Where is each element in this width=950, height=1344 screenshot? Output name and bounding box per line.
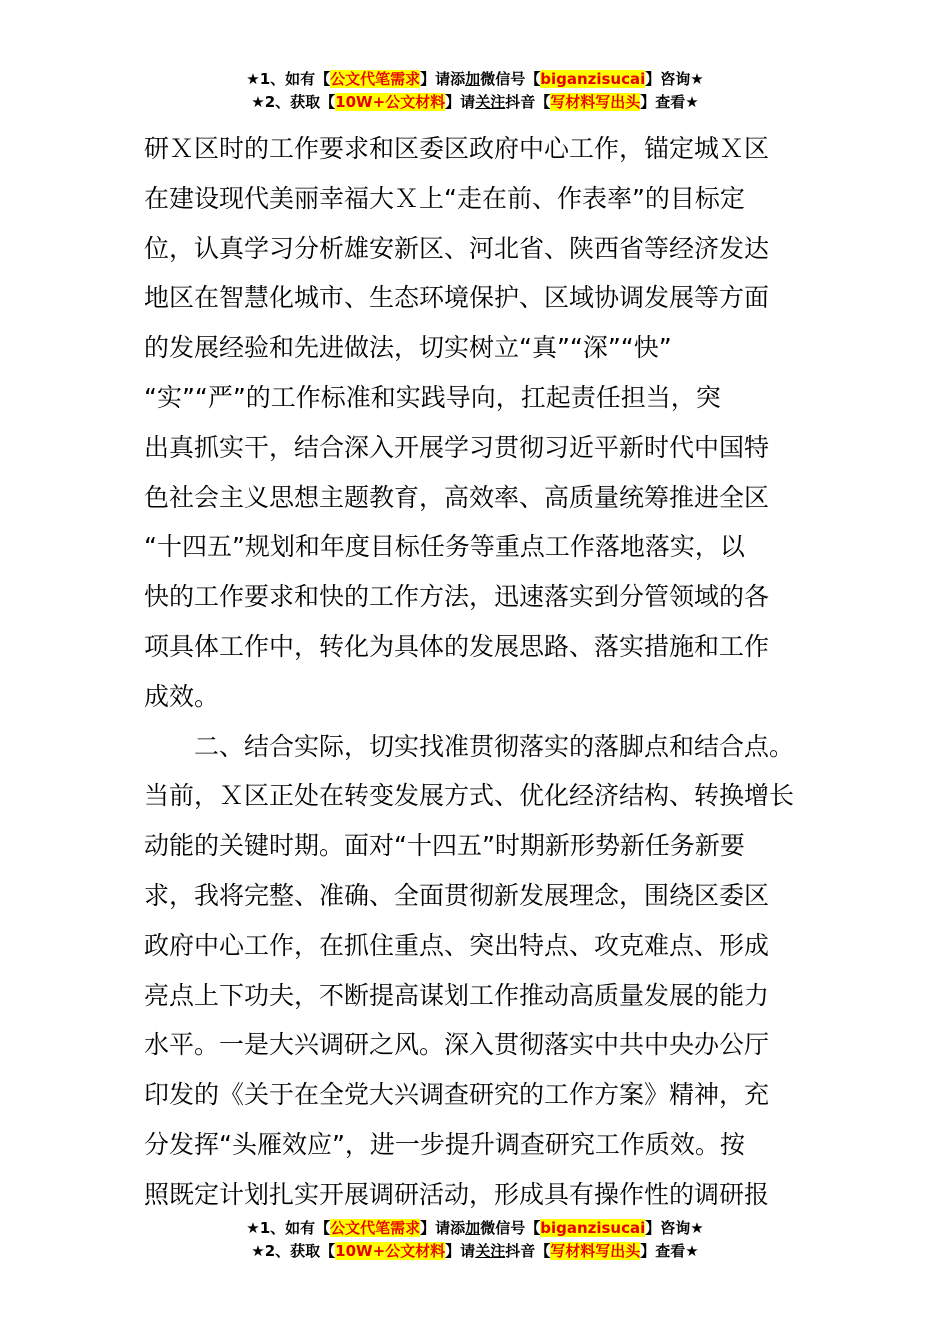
banner-text: 1、如有【 (259, 1219, 331, 1237)
section-heading: 二、结合实际，切实找准贯彻落实的落脚点和结合点。 (194, 731, 795, 761)
banner-line-2 (0, 1240, 950, 1263)
body-line: 快的工作要求和快的工作方法，迅速落实到分管领域的各 (144, 582, 770, 612)
banner-highlight: 10W+公文材料 (335, 93, 446, 111)
banner-text: 微信号【 (480, 1219, 541, 1237)
body-line: 项具体工作中，转化为具体的发展思路、落实措施和工作 (144, 631, 770, 661)
star-icon: ★ (251, 93, 265, 111)
banner-text: 1、如有【 (259, 70, 331, 88)
banner-underlined: 加 (465, 1219, 481, 1237)
body-line: 印发的《关于在全党大兴调查研究的工作方案》精神，充 (144, 1080, 770, 1110)
banner-line-1 (0, 1217, 950, 1240)
body-line: 研Ｘ区时的工作要求和区委区政府中心工作，锚定城Ｘ区 (144, 134, 770, 163)
banner-text: 】请添 (420, 1219, 466, 1237)
banner-text: 】咨询 (645, 1219, 691, 1237)
body-line: 分发挥“头雁效应”，进一步提升调查研究工作质效。按 (144, 1129, 745, 1159)
banner-highlight: 公文代笔需求 (330, 70, 421, 88)
banner-text: 抖音【 (505, 93, 551, 111)
header-banner (0, 68, 950, 114)
body-line: 在建设现代美丽幸福大Ｘ上“走在前、作表率”的目标定 (144, 183, 745, 213)
banner-underlined: 加 (465, 70, 481, 88)
star-icon: ★ (246, 1219, 260, 1237)
body-line: 当前，Ｘ区正处在转变发展方式、优化经济结构、转换增长 (144, 781, 795, 811)
banner-text: 】查看 (640, 93, 686, 111)
document-body (144, 124, 808, 1220)
body-line: “实”“严”的工作标准和实践导向，扛起责任担当，突 (144, 382, 721, 412)
banner-text: 】请 (445, 1242, 476, 1260)
body-line: 政府中心工作，在抓住重点、突出特点、攻克难点、形成 (144, 930, 770, 960)
banner-highlight: biganzisucai (540, 70, 646, 88)
banner-highlight: 公文代笔需求 (330, 1219, 421, 1237)
banner-line-2 (0, 91, 950, 114)
banner-text: 微信号【 (480, 70, 541, 88)
body-line: 照既定计划扎实开展调研活动，形成具有操作性的调研报 (144, 1179, 770, 1209)
banner-highlight: 10W+公文材料 (335, 1242, 446, 1260)
banner-underlined: 关注 (475, 1242, 506, 1260)
star-icon: ★ (685, 1242, 699, 1260)
banner-text: 】查看 (640, 1242, 686, 1260)
banner-text: 】咨询 (645, 70, 691, 88)
body-line: 亮点上下功夫，不断提高谋划工作推动高质量发展的能力 (144, 980, 770, 1010)
banner-text: 】请 (445, 93, 476, 111)
banner-text: 2、获取【 (264, 1242, 336, 1260)
banner-highlight: 写材料写出头 (550, 93, 641, 111)
star-icon: ★ (685, 93, 699, 111)
banner-highlight: 写材料写出头 (550, 1242, 641, 1260)
body-line: 的发展经验和先进做法，切实树立“真”“深”“快” (144, 333, 672, 363)
star-icon: ★ (246, 70, 260, 88)
body-line: 地区在智慧化城市、生态环境保护、区域协调发展等方面 (144, 283, 770, 313)
banner-underlined: 关注 (475, 93, 506, 111)
banner-highlight: biganzisucai (540, 1219, 646, 1237)
body-line: 动能的关键时期。面对“十四五”时期新形势新任务新要 (144, 831, 745, 861)
banner-text: 】请添 (420, 70, 466, 88)
body-line: 水平。一是大兴调研之风。深入贯彻落实中共中央办公厅 (144, 1030, 770, 1060)
body-line: “十四五”规划和年度目标任务等重点工作落地落实，以 (144, 532, 745, 562)
footer-banner (0, 1217, 950, 1263)
star-icon: ★ (690, 1219, 704, 1237)
banner-line-1 (0, 68, 950, 91)
body-line: 位，认真学习分析雄安新区、河北省、陕西省等经济发达 (144, 233, 770, 263)
star-icon: ★ (690, 70, 704, 88)
banner-text: 2、获取【 (264, 93, 336, 111)
body-line: 色社会主义思想主题教育，高效率、高质量统筹推进全区 (144, 482, 770, 512)
body-line: 成效。 (144, 681, 220, 711)
body-line: 求，我将完整、准确、全面贯彻新发展理念，围绕区委区 (144, 880, 770, 910)
banner-text: 抖音【 (505, 1242, 551, 1260)
body-line: 出真抓实干，结合深入开展学习贯彻习近平新时代中国特 (144, 432, 770, 462)
star-icon: ★ (251, 1242, 265, 1260)
